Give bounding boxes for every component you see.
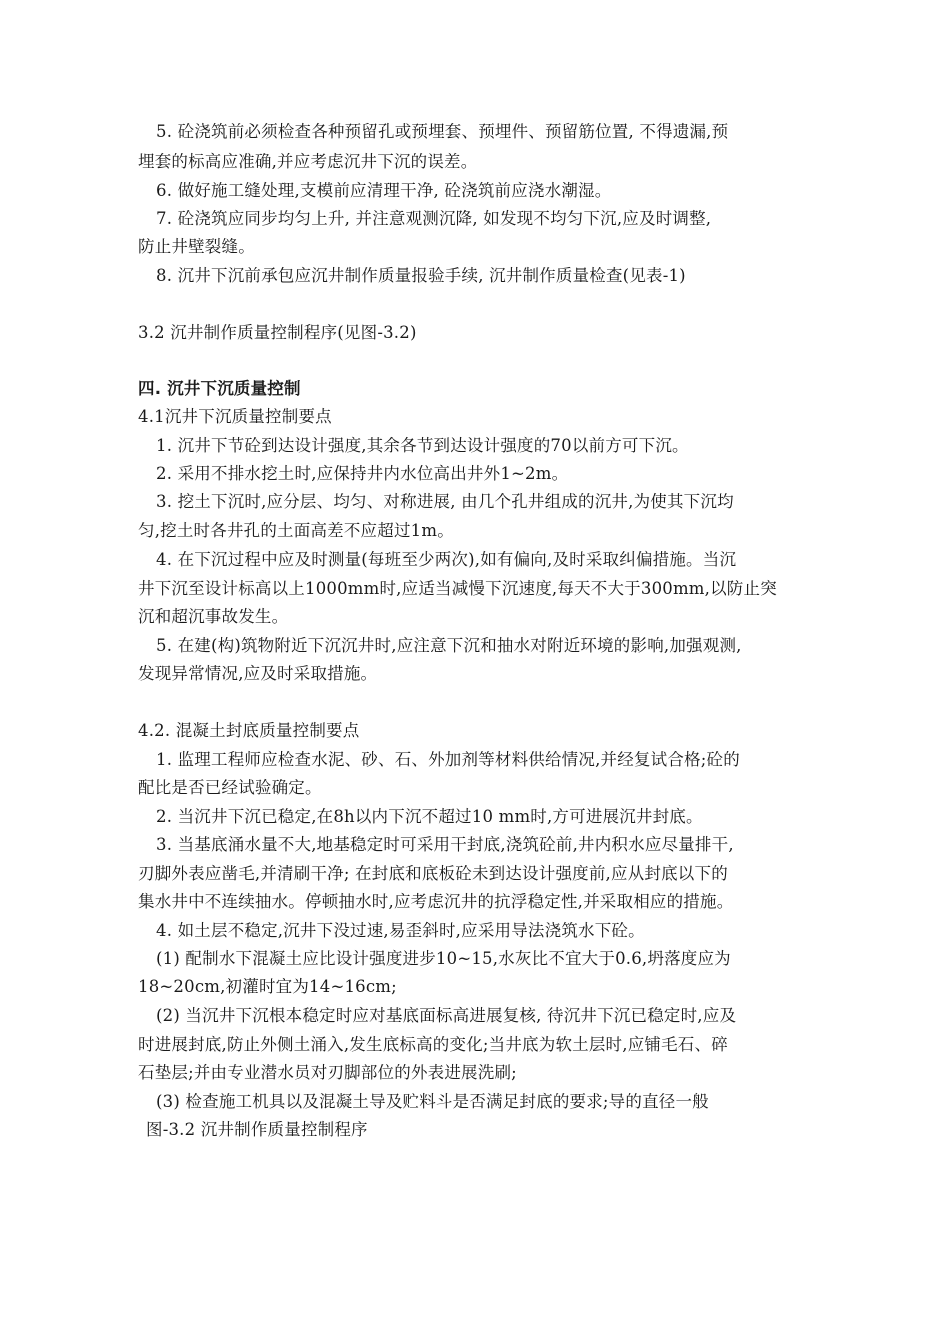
text-line: 5. 砼浇筑前必须检查各种预留孔或预埋套、预埋件、预留筋位置, 不得遗漏,预	[156, 122, 729, 141]
text-line: 匀,挖土时各井孔的土面高差不应超过1m。	[138, 521, 454, 540]
text-line: 防止井壁裂缝。	[138, 237, 255, 256]
chapter-heading: 四. 沉井下沉质量控制	[138, 379, 301, 398]
text-line: 配比是否已经试验确定。	[138, 778, 322, 797]
text-line: (3) 检查施工机具以及混凝土导及贮料斗是否满足封底的要求;导的直径一般	[156, 1092, 709, 1111]
section-heading: 4.2. 混凝土封底质量控制要点	[138, 721, 360, 740]
text-line: 埋套的标高应准确,并应考虑沉井下沉的误差。	[138, 152, 478, 171]
text-line: 1. 沉井下节砼到达设计强度,其余各节到达设计强度的70以前方可下沉。	[156, 436, 689, 455]
text-line: 1. 监理工程师应检查水泥、砂、石、外加剂等材料供给情况,并经复试合格;砼的	[156, 750, 740, 769]
text-line: (1) 配制水下混凝土应比设计强度进步10~15,水灰比不宜大于0.6,坍落度应为	[156, 949, 731, 968]
text-line: 石垫层;并由专业潜水员对刃脚部位的外表进展洗刷;	[138, 1063, 517, 1082]
text-line: (2) 当沉井下沉根本稳定时应对基底面标高进展复核, 待沉井下沉已稳定时,应及	[156, 1006, 737, 1025]
text-line: 3. 挖土下沉时,应分层、均匀、对称进展, 由几个孔井组成的沉井,为使其下沉均	[156, 492, 734, 511]
text-line: 2. 当沉井下沉已稳定,在8h以内下沉不超过10 mm时,方可进展沉井封底。	[156, 807, 703, 826]
figure-caption: 图-3.2 沉井制作质量控制程序	[146, 1120, 368, 1139]
text-line: 刃脚外表应凿毛,并清刷干净; 在封底和底板砼未到达设计强度前,应从封底以下的	[138, 864, 728, 883]
text-line: 时进展封底,防止外侧土涌入,发生底标高的变化;当井底为软土层时,应铺毛石、碎	[138, 1035, 728, 1054]
text-line: 4. 如土层不稳定,沉井下没过速,易歪斜时,应采用导法浇筑水下砼。	[156, 921, 645, 940]
text-line: 7. 砼浇筑应同步均匀上升, 并注意观测沉降, 如发现不均匀下沉,应及时调整,	[156, 209, 712, 228]
text-line: 8. 沉井下沉前承包应沉井制作质量报验手续, 沉井制作质量检查(见表-1)	[156, 266, 686, 285]
section-heading: 3.2 沉井制作质量控制程序(见图-3.2)	[138, 323, 417, 342]
text-line: 井下沉至设计标高以上1000mm时,应适当减慢下沉速度,每天不大于300mm,以防止突	[138, 579, 777, 598]
text-line: 集水井中不连续抽水。停顿抽水时,应考虑沉井的抗浮稳定性,并采取相应的措施。	[138, 892, 734, 911]
text-line: 4. 在下沉过程中应及时测量(每班至少两次),如有偏向,及时采取纠偏措施。当沉	[156, 550, 737, 569]
text-line: 沉和超沉事故发生。	[138, 607, 289, 626]
text-line: 2. 采用不排水挖土时,应保持井内水位高出井外1~2m。	[156, 464, 569, 483]
text-line: 发现异常情况,应及时采取措施。	[138, 664, 378, 683]
text-line: 6. 做好施工缝处理,支模前应清理干净, 砼浇筑前应浇水潮湿。	[156, 181, 612, 200]
text-line: 3. 当基底涌水量不大,地基稳定时可采用干封底,浇筑砼前,井内积水应尽量排干,	[156, 835, 734, 854]
section-heading: 4.1沉井下沉质量控制要点	[138, 407, 332, 426]
text-line: 5. 在建(构)筑物附近下沉沉井时,应注意下沉和抽水对附近环境的影响,加强观测,	[156, 636, 742, 655]
text-line: 18~20cm,初灌时宜为14~16cm;	[138, 977, 397, 996]
